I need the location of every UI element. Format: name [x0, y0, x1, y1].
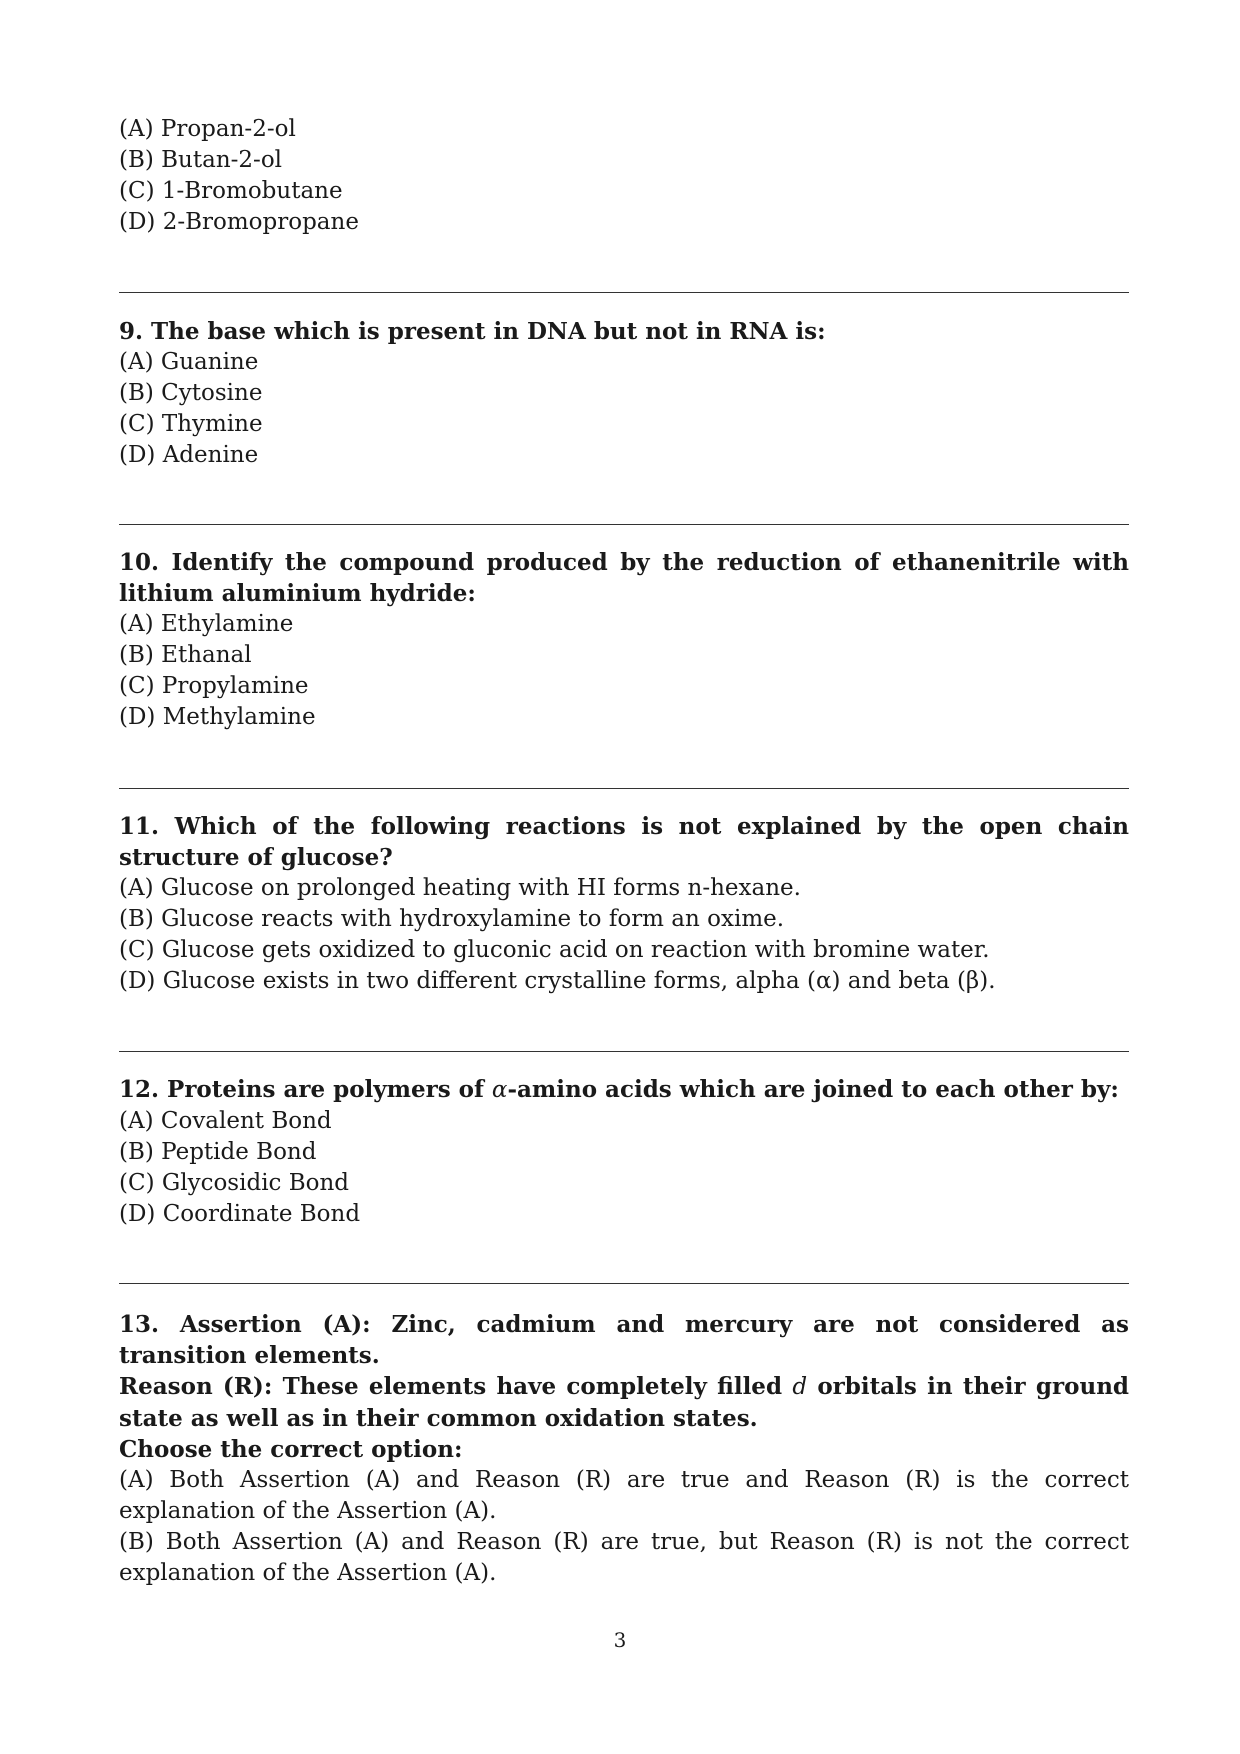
option-b: (B) Cytosine — [119, 380, 263, 406]
divider — [119, 788, 1129, 789]
question-12 — [119, 1074, 1129, 1230]
reason-prefix: Reason (R): These elements have completely filled — [119, 1373, 793, 1400]
option-b: (B) Butan-2-ol — [119, 147, 283, 173]
question-11 — [119, 811, 1129, 997]
option-d: (D) Glucose exists in two different crystalline forms, alpha (α) and beta (β). — [119, 968, 996, 994]
option-d: (D) 2-Bromopropane — [119, 209, 359, 235]
option-b: (B) Both Assertion (A) and Reason (R) are true, but Reason (R) is not the correct explanation of the Assertion (A). — [119, 1529, 1129, 1586]
page-number: 3 — [613, 1628, 627, 1652]
option-a: (A) Glucose on prolonged heating with HI forms n-hexane. — [119, 875, 801, 901]
option-b: (B) Glucose reacts with hydroxylamine to form an oxime. — [119, 906, 785, 932]
option-d: (D) Methylamine — [119, 704, 316, 730]
carryover-options — [119, 114, 1129, 238]
option-c: (C) Glycosidic Bond — [119, 1170, 350, 1196]
option-c: (C) Propylamine — [119, 673, 309, 699]
divider — [119, 524, 1129, 525]
assertion-text: 13. Assertion (A): Zinc, cadmium and mercury are not considered as transition elements. — [119, 1311, 1129, 1369]
option-b: (B) Peptide Bond — [119, 1139, 317, 1165]
question-10 — [119, 547, 1129, 733]
divider — [119, 1051, 1129, 1052]
option-a: (A) Guanine — [119, 349, 259, 375]
reason-suffix: orbitals in their ground state as well as in their common oxidation states. — [119, 1373, 1129, 1432]
option-c: (C) Thymine — [119, 411, 263, 437]
option-c: (C) Glucose gets oxidized to gluconic acid on reaction with bromine water. — [119, 937, 990, 963]
divider — [119, 292, 1129, 293]
option-d: (D) Coordinate Bond — [119, 1201, 361, 1227]
option-a: (A) Ethylamine — [119, 611, 294, 637]
option-c: (C) 1-Bromobutane — [119, 178, 343, 204]
divider — [119, 1283, 1129, 1284]
question-11-text: 11. Which of the following reactions is not explained by the open chain structure of glucose? — [119, 813, 1129, 871]
question-13 — [119, 1309, 1129, 1589]
option-a: (A) Covalent Bond — [119, 1108, 332, 1134]
option-a: (A) Both Assertion (A) and Reason (R) are true and Reason (R) is the correct explanation of the Assertion (A). — [119, 1467, 1129, 1524]
question-12-prefix: 12. Proteins are polymers of — [119, 1076, 492, 1103]
reason-text — [119, 1371, 1129, 1434]
d-symbol: d — [792, 1374, 808, 1400]
question-9-text: 9. The base which is present in DNA but not in RNA is: — [119, 318, 826, 345]
alpha-symbol: α — [491, 1077, 508, 1103]
question-12-text — [119, 1074, 1129, 1106]
question-9 — [119, 316, 1129, 471]
option-b: (B) Ethanal — [119, 642, 252, 668]
option-a: (A) Propan-2-ol — [119, 116, 296, 142]
choose-prompt: Choose the correct option: — [119, 1436, 463, 1463]
question-10-text: 10. Identify the compound produced by the reduction of ethanenitrile with lithium aluminium hydride: — [119, 549, 1129, 607]
option-d: (D) Adenine — [119, 442, 259, 468]
question-12-suffix: -amino acids which are joined to each other by: — [507, 1076, 1119, 1103]
